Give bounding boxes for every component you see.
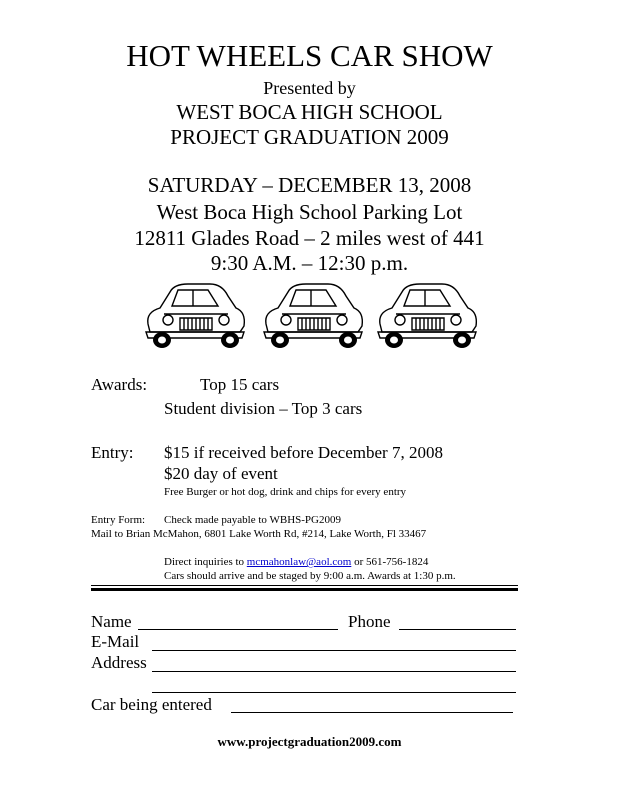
phone-field[interactable] (399, 629, 516, 630)
awards-line-1: Top 15 cars (200, 375, 280, 394)
website-link[interactable]: www.projectgraduation2009.com (217, 734, 402, 749)
awards-label: Awards: (91, 375, 148, 394)
event-date: SATURDAY – DECEMBER 13, 2008 (147, 173, 472, 197)
vintage-car-icon (140, 274, 250, 350)
email-field[interactable] (152, 650, 516, 651)
arrival-note: Cars should arrive and be staged by 9:00 a.m. Awards at 1:30 p.m. (164, 570, 456, 582)
flyer-title: HOT WHEELS CAR SHOW (126, 38, 493, 73)
entry-line-2: $20 day of event (164, 464, 278, 483)
address-field-line-2[interactable] (152, 692, 516, 693)
vintage-car-icon (372, 274, 482, 350)
event-location: West Boca High School Parking Lot (156, 200, 463, 224)
phone-label: Phone (348, 612, 391, 631)
inquiries-prefix: Direct inquiries to (164, 556, 247, 568)
presented-by: Presented by (263, 78, 356, 98)
car-entered-field[interactable] (231, 712, 513, 713)
divider-thin (91, 585, 518, 586)
entry-form-check: Check made payable to WBHS-PG2009 (164, 514, 341, 526)
entry-label: Entry: (91, 443, 134, 462)
entry-form-mail: Mail to Brian McMahon, 6801 Lake Worth Rd, #214, Lake Worth, Fl 33467 (91, 528, 427, 540)
address-field[interactable] (152, 671, 516, 672)
name-label: Name (91, 612, 132, 631)
awards-line-2: Student division – Top 3 cars (164, 399, 363, 418)
email-link[interactable]: mcmahonlaw@aol.com (246, 556, 352, 568)
name-field[interactable] (138, 629, 338, 630)
event-time: 9:30 A.M. – 12:30 p.m. (210, 251, 409, 275)
event-address: 12811 Glades Road – 2 miles west of 441 (134, 226, 485, 250)
entry-line-1: $15 if received before December 7, 2008 (164, 443, 443, 462)
entry-note: Free Burger or hot dog, drink and chips for every entry (164, 486, 407, 498)
address-label: Address (91, 653, 147, 672)
car-illustrations (140, 274, 485, 350)
email-label: E-Mail (91, 632, 140, 651)
inquiries-line (164, 556, 428, 569)
divider-thick (91, 588, 518, 591)
entry-form-label: Entry Form: (91, 514, 146, 526)
vintage-car-icon (258, 274, 368, 350)
inquiries-suffix: or 561-756-1824 (351, 556, 429, 568)
car-entered-label: Car being entered (91, 695, 212, 714)
project-name: PROJECT GRADUATION 2009 (170, 125, 449, 149)
school-name: WEST BOCA HIGH SCHOOL (176, 100, 443, 124)
